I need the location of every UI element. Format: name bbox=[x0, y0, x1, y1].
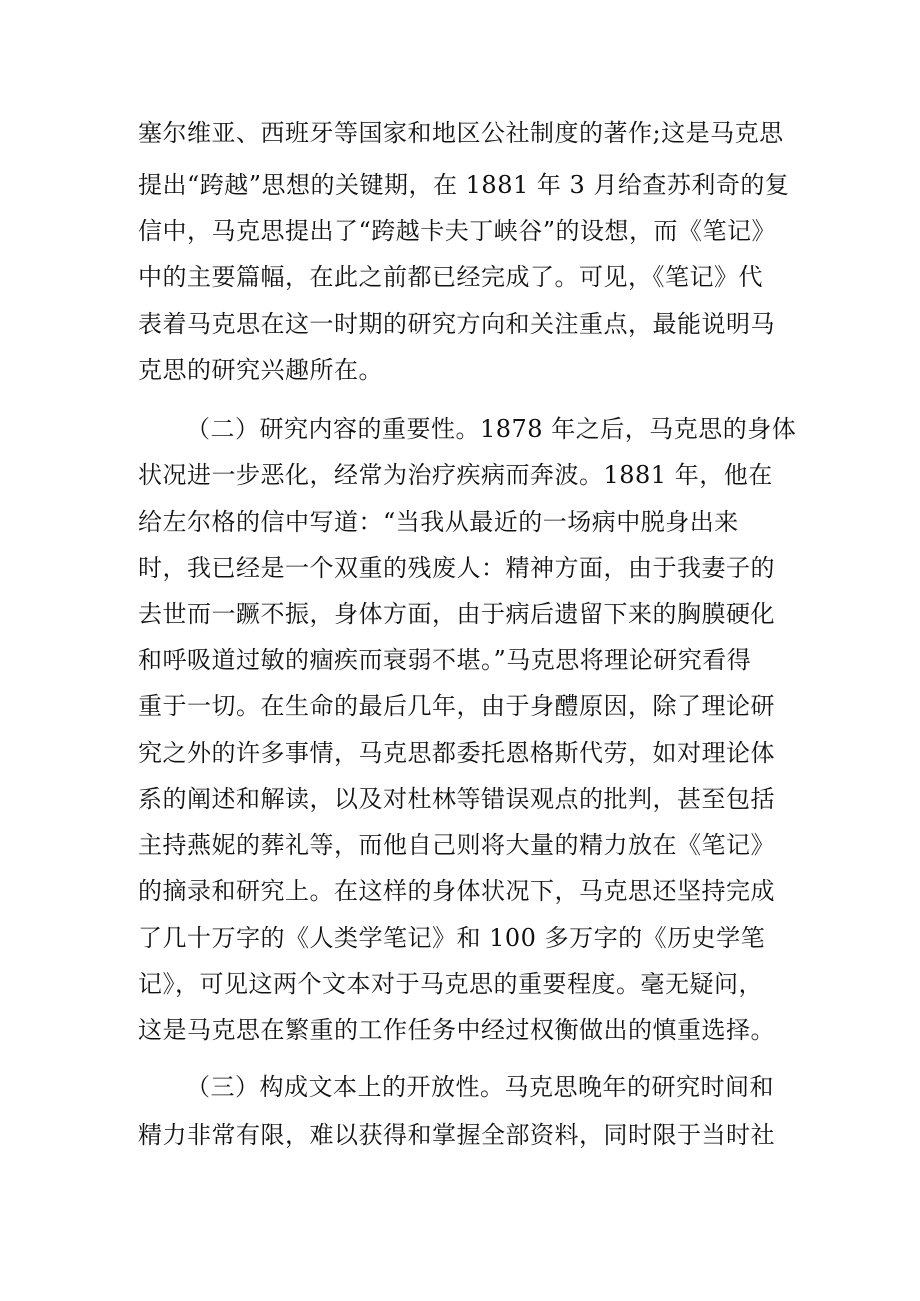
text-line: 克思的研究兴趣所在。 bbox=[138, 356, 383, 384]
text-line: 信中，马克思提出了“跨越卡夫丁峡谷”的设想，而《笔记》 bbox=[138, 217, 777, 245]
text-line: 这是马克思在繁重的工作任务中经过权衡做出的慎重选择。 bbox=[138, 1016, 775, 1044]
text-line: 表着马克思在这一时期的研究方向和关注重点，最能说明马 bbox=[138, 310, 775, 338]
section-heading-line: （三）构成文本上的开放性。马克思晚年的研究时间和 bbox=[186, 1073, 774, 1101]
text-line: 记》，可见这两个文本对于马克思的重要程度。毫无疑问， bbox=[138, 970, 763, 998]
section-heading-line: （二）研究内容的重要性。1878 年之后，马克思的身体 bbox=[186, 415, 797, 443]
text-line: 状况进一步恶化，经常为治疗疾病而奔波。1881 年，他在 bbox=[138, 461, 773, 489]
text-line: 系的阐述和解读，以及对杜林等错误观点的批判，甚至包括 bbox=[138, 785, 775, 813]
text-line: 去世而一蹶不振，身体方面，由于病后遗留下来的胸膜硬化 bbox=[138, 600, 775, 628]
text-line: 给左尔格的信中写道：“当我从最近的一场病中脱身出来 bbox=[138, 508, 739, 536]
text-line: 中的主要篇幅，在此之前都已经完成了。可见，《笔记》代 bbox=[138, 263, 763, 291]
text-line: 精力非常有限，难以获得和掌握全部资料，同时限于当时社 bbox=[138, 1121, 775, 1149]
text-line: 提出“跨越”思想的关键期，在 1881 年 3 月给查苏利奇的复 bbox=[138, 171, 790, 199]
text-line: 主持燕妮的葬礼等，而他自己则将大量的精力放在《笔记》 bbox=[138, 831, 775, 859]
text-line: 重于一切。在生命的最后几年，由于身醴原因，除了理论研 bbox=[138, 692, 775, 720]
text-line: 时，我已经是一个双重的残废人：精神方面，由于我妻子的 bbox=[138, 554, 775, 582]
text-line: 塞尔维亚、西班牙等国家和地区公社制度的著作;这是马克思 bbox=[138, 119, 784, 147]
text-line: 了几十万字的《人类学笔记》和 100 多万字的《历史学笔 bbox=[138, 924, 766, 952]
text-line: 究之外的许多事情，马克思都委托恩格斯代劳，如对理论体 bbox=[138, 739, 775, 767]
text-line: 和呼吸道过敏的痼疾而衰弱不堪。”马克思将理论研究看得 bbox=[138, 646, 752, 674]
text-line: 的摘录和研究上。在这样的身体状况下，马克思还坚持完成 bbox=[138, 877, 775, 905]
